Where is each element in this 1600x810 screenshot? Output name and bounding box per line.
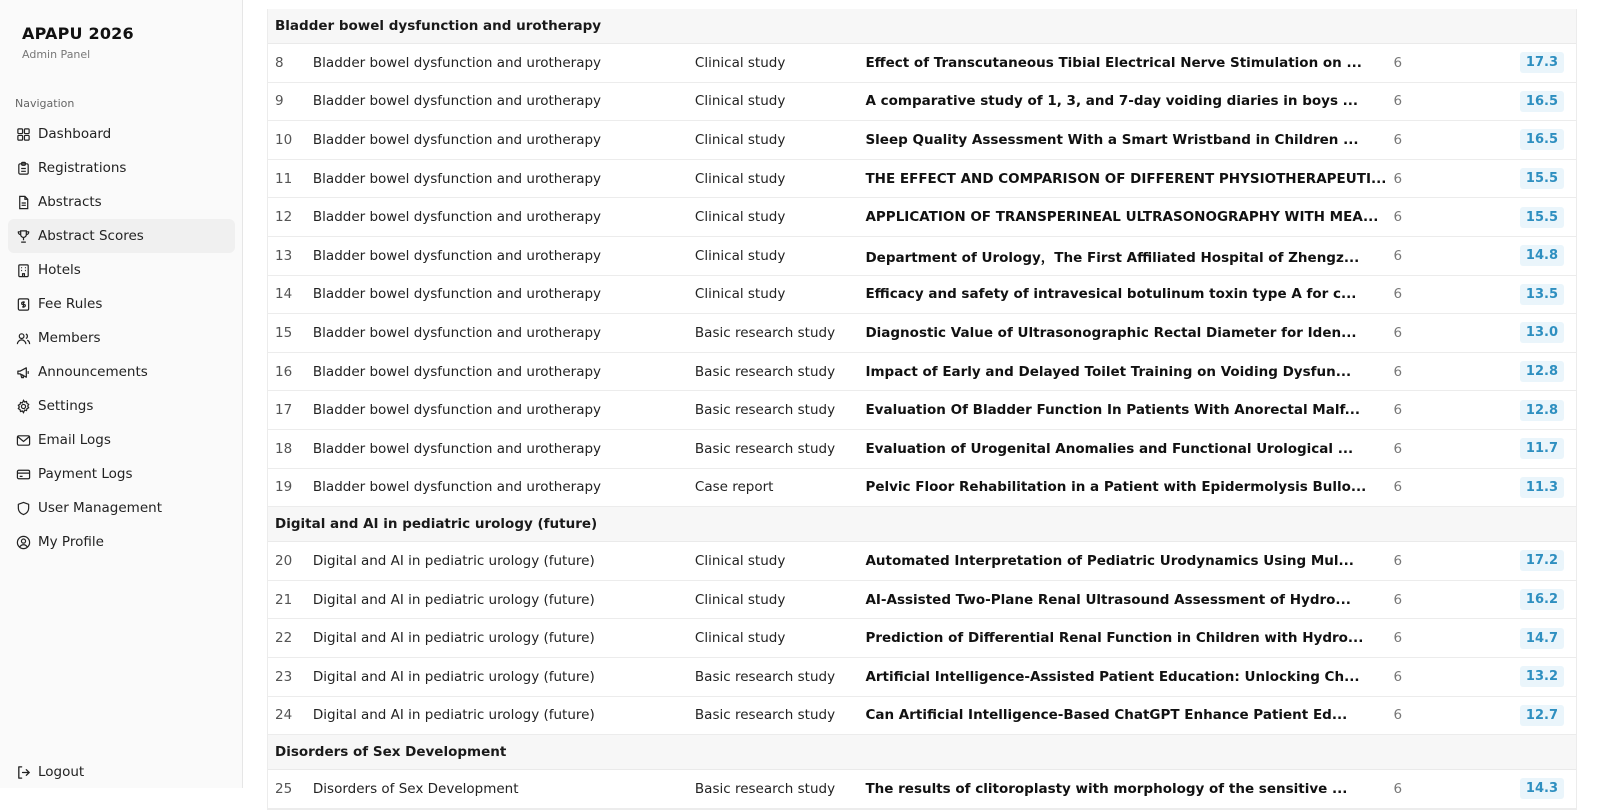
topic-cell: Bladder bowel dysfunction and urotherapy <box>312 286 602 303</box>
table-row[interactable] <box>268 658 1576 697</box>
sidebar-item-settings[interactable] <box>8 389 235 423</box>
score-cell <box>1453 589 1576 610</box>
score-badge: 11.3 <box>1520 477 1564 498</box>
sidebar-item-abstracts[interactable] <box>8 185 235 219</box>
reviewer-count-cell: 6 <box>1393 707 1403 724</box>
abstract-scores-table <box>267 9 1577 810</box>
topic-cell: Disorders of Sex Development <box>312 780 519 797</box>
type-cell: Basic research study <box>694 440 836 457</box>
document-icon <box>15 194 31 210</box>
sidebar-item-registrations[interactable] <box>8 151 235 185</box>
topic-cell: Digital and AI in pediatric urology (future) <box>312 591 595 608</box>
rank-cell: 12 <box>275 209 293 226</box>
sidebar-item-label: Dashboard <box>38 126 112 142</box>
score-cell <box>1453 361 1576 382</box>
table-row[interactable] <box>268 276 1576 315</box>
trophy-icon <box>15 228 31 244</box>
sidebar-item-members[interactable] <box>8 321 235 355</box>
reviewer-count-cell: 6 <box>1393 668 1403 685</box>
reviewer-count-cell: 6 <box>1393 780 1403 797</box>
score-badge: 11.7 <box>1520 438 1564 459</box>
topic-cell: Digital and AI in pediatric urology (future) <box>312 668 595 685</box>
logout-label: Logout <box>38 764 85 780</box>
abstract-title-cell: The results of clitoroplasty with morphology of the sensitive ... <box>865 780 1348 797</box>
reviewer-count-cell: 6 <box>1393 402 1403 419</box>
score-cell <box>1453 705 1576 726</box>
type-cell: Clinical study <box>694 286 786 303</box>
score-cell <box>1453 550 1576 571</box>
topic-cell: Bladder bowel dysfunction and urotherapy <box>312 209 602 226</box>
sidebar-item-payment-logs[interactable] <box>8 457 235 491</box>
score-cell <box>1453 168 1576 189</box>
score-badge: 16.5 <box>1520 129 1564 150</box>
score-cell <box>1453 52 1576 73</box>
type-cell: Basic research study <box>694 780 836 797</box>
score-badge: 16.5 <box>1520 91 1564 112</box>
score-cell <box>1453 91 1576 112</box>
sidebar-item-user-management[interactable] <box>8 491 235 525</box>
reviewer-count-cell: 6 <box>1393 131 1403 148</box>
abstract-title-cell: Automated Interpretation of Pediatric Urodynamics Using Mul... <box>865 552 1354 569</box>
reviewer-count-cell: 6 <box>1393 363 1403 380</box>
group-header: Bladder bowel dysfunction and urotherapy <box>268 9 1576 44</box>
logout-icon <box>15 764 31 780</box>
score-cell <box>1453 284 1576 305</box>
table-row[interactable] <box>268 121 1576 160</box>
rank-cell: 18 <box>275 440 293 457</box>
score-badge: 12.8 <box>1520 361 1564 382</box>
reviewer-count-cell: 6 <box>1393 440 1403 457</box>
table-row[interactable] <box>268 314 1576 353</box>
reviewer-count-cell: 6 <box>1393 591 1403 608</box>
score-cell <box>1453 400 1576 421</box>
abstract-title-cell: APPLICATION OF TRANSPERINEAL ULTRASONOGRAPHY WITH MEA... <box>865 209 1379 226</box>
reviewer-count-cell: 6 <box>1393 54 1403 71</box>
abstract-title-cell: Evaluation of Urogenital Anomalies and Functional Urological ... <box>865 440 1354 457</box>
reviewer-count-cell: 6 <box>1393 630 1403 647</box>
rank-cell: 14 <box>275 286 293 303</box>
rank-cell: 13 <box>275 247 293 264</box>
abstract-title-cell: Evaluation Of Bladder Function In Patients With Anorectal Malf... <box>865 402 1360 419</box>
score-badge: 14.7 <box>1520 628 1564 649</box>
table-row[interactable] <box>268 469 1576 508</box>
dashboard-icon <box>15 126 31 142</box>
sidebar-nav <box>8 117 235 559</box>
rank-cell: 16 <box>275 363 293 380</box>
score-cell <box>1453 477 1576 498</box>
gear-icon <box>15 398 31 414</box>
rank-cell: 8 <box>275 54 284 71</box>
table-row[interactable] <box>268 619 1576 658</box>
sidebar-item-label: Announcements <box>38 364 148 380</box>
reviewer-count-cell: 6 <box>1393 552 1403 569</box>
sidebar-item-email-logs[interactable] <box>8 423 235 457</box>
type-cell: Case report <box>694 479 774 496</box>
sidebar-item-abstract-scores[interactable] <box>8 219 235 253</box>
abstract-title-cell: Prediction of Differential Renal Function in Children with Hydro... <box>865 630 1364 647</box>
hotel-icon <box>15 262 31 278</box>
abstract-title-cell: Artificial Intelligence-Assisted Patient Education: Unlocking Ch... <box>865 668 1360 685</box>
app-title: APAPU 2026 <box>22 24 134 43</box>
score-cell <box>1453 628 1576 649</box>
type-cell: Clinical study <box>694 552 786 569</box>
type-cell: Clinical study <box>694 630 786 647</box>
rank-cell: 21 <box>275 591 293 608</box>
sidebar-item-label: Members <box>38 330 101 346</box>
clipboard-icon <box>15 160 31 176</box>
reviewer-count-cell: 6 <box>1393 170 1403 187</box>
topic-cell: Bladder bowel dysfunction and urotherapy <box>312 402 602 419</box>
rank-cell: 17 <box>275 402 293 419</box>
table-row[interactable] <box>268 391 1576 430</box>
topic-cell: Bladder bowel dysfunction and urotherapy <box>312 324 602 341</box>
type-cell: Basic research study <box>694 363 836 380</box>
abstract-title-cell: Impact of Early and Delayed Toilet Training on Voiding Dysfun... <box>865 363 1352 380</box>
abstract-title-cell: Can Artificial Intelligence-Based ChatGPT Enhance Patient Ed... <box>865 707 1348 724</box>
megaphone-icon <box>15 364 31 380</box>
table-row[interactable] <box>268 237 1576 276</box>
rank-cell: 11 <box>275 170 293 187</box>
sidebar-item-label: Payment Logs <box>38 466 133 482</box>
type-cell: Clinical study <box>694 131 786 148</box>
abstract-title-cell: Efficacy and safety of intravesical botulinum toxin type A for c... <box>865 286 1357 303</box>
score-badge: 12.8 <box>1520 400 1564 421</box>
shield-icon <box>15 500 31 516</box>
score-badge: 14.8 <box>1520 245 1564 266</box>
users-icon <box>15 330 31 346</box>
score-badge: 15.5 <box>1520 168 1564 189</box>
type-cell: Clinical study <box>694 209 786 226</box>
sidebar-item-announcements[interactable] <box>8 355 235 389</box>
receipt-icon <box>15 296 31 312</box>
rank-cell: 22 <box>275 630 293 647</box>
score-badge: 16.2 <box>1520 589 1564 610</box>
abstract-title-cell: A comparative study of 1, 3, and 7-day voiding diaries in boys ... <box>865 93 1359 110</box>
sidebar-item-label: Registrations <box>38 160 127 176</box>
topic-cell: Bladder bowel dysfunction and urotherapy <box>312 54 602 71</box>
reviewer-count-cell: 6 <box>1393 247 1403 264</box>
table-row[interactable] <box>268 581 1576 620</box>
score-badge: 13.2 <box>1520 666 1564 687</box>
sidebar-item-label: Fee Rules <box>38 296 103 312</box>
reviewer-count-cell: 6 <box>1393 286 1403 303</box>
sidebar-item-label: User Management <box>38 500 162 516</box>
sidebar-item-hotels[interactable] <box>8 253 235 287</box>
table-row[interactable] <box>268 430 1576 469</box>
app-subtitle: Admin Panel <box>22 48 91 61</box>
topic-cell: Digital and AI in pediatric urology (future) <box>312 552 595 569</box>
type-cell: Clinical study <box>694 54 786 71</box>
abstract-title-cell: Effect of Transcutaneous Tibial Electrical Nerve Stimulation on ... <box>865 54 1362 71</box>
sidebar <box>0 0 243 788</box>
type-cell: Clinical study <box>694 170 786 187</box>
sidebar-item-label: Settings <box>38 398 94 414</box>
type-cell: Basic research study <box>694 707 836 724</box>
credit-card-icon <box>15 466 31 482</box>
score-badge: 12.7 <box>1520 705 1564 726</box>
score-cell <box>1453 322 1576 343</box>
sidebar-item-label: Abstracts <box>38 194 102 210</box>
abstract-title-cell: THE EFFECT AND COMPARISON OF DIFFERENT PHYSIOTHERAPEUTI... <box>865 170 1387 187</box>
topic-cell: Digital and AI in pediatric urology (future) <box>312 707 595 724</box>
topic-cell: Bladder bowel dysfunction and urotherapy <box>312 131 602 148</box>
score-cell <box>1453 666 1576 687</box>
group-header: Disorders of Sex Development <box>268 735 1576 770</box>
reviewer-count-cell: 6 <box>1393 479 1403 496</box>
table-row[interactable] <box>268 353 1576 392</box>
brand <box>22 24 134 61</box>
score-badge: 17.2 <box>1520 550 1564 571</box>
topic-cell: Bladder bowel dysfunction and urotherapy <box>312 440 602 457</box>
rank-cell: 20 <box>275 552 293 569</box>
score-cell <box>1453 207 1576 228</box>
topic-cell: Bladder bowel dysfunction and urotherapy <box>312 247 602 264</box>
sidebar-item-label: Hotels <box>38 262 81 278</box>
rank-cell: 9 <box>275 93 284 110</box>
table-row[interactable] <box>268 542 1576 581</box>
topic-cell: Bladder bowel dysfunction and urotherapy <box>312 93 602 110</box>
abstract-title-cell: Sleep Quality Assessment With a Smart Wristband in Children ... <box>865 131 1359 148</box>
rank-cell: 10 <box>275 131 293 148</box>
sidebar-item-fee-rules[interactable] <box>8 287 235 321</box>
score-badge: 15.5 <box>1520 207 1564 228</box>
topic-cell: Bladder bowel dysfunction and urotherapy <box>312 363 602 380</box>
sidebar-item-dashboard[interactable] <box>8 117 235 151</box>
rank-cell: 24 <box>275 707 293 724</box>
topic-cell: Bladder bowel dysfunction and urotherapy <box>312 170 602 187</box>
group-header: Digital and AI in pediatric urology (future) <box>268 507 1576 542</box>
table-row[interactable] <box>268 83 1576 122</box>
reviewer-count-cell: 6 <box>1393 93 1403 110</box>
abstract-title-cell: Diagnostic Value of Ultrasonographic Rectal Diameter for Iden... <box>865 324 1357 341</box>
score-badge: 13.5 <box>1520 284 1564 305</box>
mail-icon <box>15 432 31 448</box>
score-cell <box>1453 438 1576 459</box>
type-cell: Basic research study <box>694 402 836 419</box>
sidebar-item-label: Abstract Scores <box>38 228 144 244</box>
table-row[interactable] <box>268 160 1576 199</box>
score-badge: 14.3 <box>1520 778 1564 799</box>
reviewer-count-cell: 6 <box>1393 324 1403 341</box>
score-badge: 13.0 <box>1520 322 1564 343</box>
nav-heading: Navigation <box>15 97 75 110</box>
logout-button[interactable] <box>15 764 84 780</box>
type-cell: Clinical study <box>694 247 786 264</box>
table-row[interactable] <box>268 198 1576 237</box>
type-cell: Basic research study <box>694 668 836 685</box>
reviewer-count-cell: 6 <box>1393 209 1403 226</box>
topic-cell: Bladder bowel dysfunction and urotherapy <box>312 479 602 496</box>
rank-cell: 15 <box>275 324 293 341</box>
abstract-title-cell: Pelvic Floor Rehabilitation in a Patient with Epidermolysis Bullo... <box>865 479 1367 496</box>
sidebar-item-my-profile[interactable] <box>8 525 235 559</box>
abstract-title-cell: AI-Assisted Two-Plane Renal Ultrasound Assessment of Hydro... <box>865 591 1351 608</box>
score-cell <box>1453 245 1576 266</box>
main-content <box>243 0 1600 797</box>
topic-cell: Digital and AI in pediatric urology (future) <box>312 630 595 647</box>
rank-cell: 25 <box>275 780 293 797</box>
score-cell <box>1453 778 1576 799</box>
type-cell: Clinical study <box>694 591 786 608</box>
user-circle-icon <box>15 534 31 550</box>
table-row[interactable] <box>268 44 1576 83</box>
sidebar-item-label: Email Logs <box>38 432 111 448</box>
score-badge: 17.3 <box>1520 52 1564 73</box>
type-cell: Basic research study <box>694 324 836 341</box>
rank-cell: 19 <box>275 479 293 496</box>
rank-cell: 23 <box>275 668 293 685</box>
abstract-title-cell: Department of Urology，The First Affiliated Hospital of Zhengz... <box>865 249 1360 266</box>
table-row[interactable] <box>268 697 1576 736</box>
sidebar-item-label: My Profile <box>38 534 104 550</box>
type-cell: Clinical study <box>694 93 786 110</box>
table-row[interactable] <box>268 770 1576 809</box>
score-cell <box>1453 129 1576 150</box>
